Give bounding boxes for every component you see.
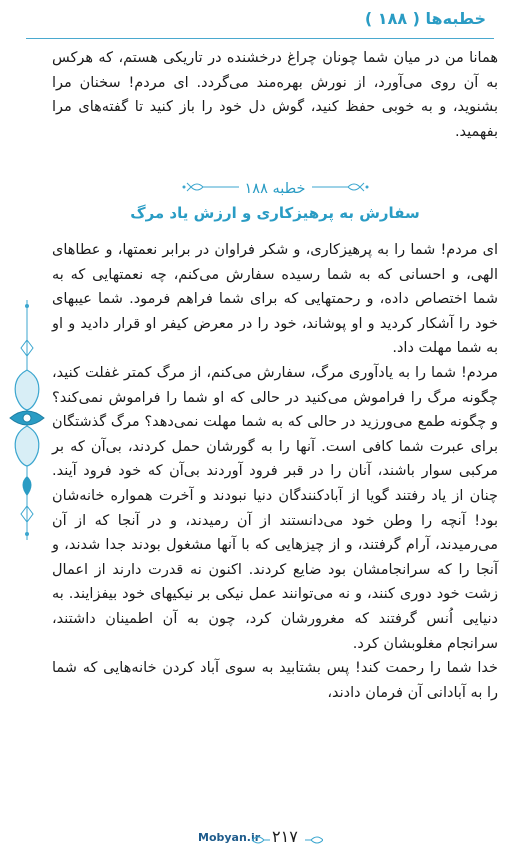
sermon-number-row [52, 178, 498, 200]
heading-ornament-left-icon [181, 180, 239, 198]
header-divider [26, 38, 494, 39]
footer-ornament-right-icon [305, 831, 323, 850]
page-footer [0, 815, 520, 855]
sermon-body [52, 238, 498, 705]
sermon-number: خطبه ۱۸۸ [244, 181, 306, 197]
side-ornament-icon [4, 300, 50, 540]
heading-ornament-right-icon [312, 180, 370, 198]
body-paragraph: ای مردم! شما را به پرهیزکاری، و شکر فراوان در برابر نعمتها، و عطاهای الهی، و احسانی که به شما رسیده سفارش می‌کنم، چه نعمتهایی که به شما اختصاص داده، و رحمتهایی که برای شما فراهم فرمود. شما عیبهای خود را آشکار کردید و او پوشاند، خود را در معرض کیفر او قرار دادید و او به شما مهلت داد. [52, 242, 498, 357]
footer-brand: Mobyan.ir [198, 831, 261, 844]
intro-paragraph: همانا من در میان شما چونان چراغ درخشنده در تاریکی هستم، که هرکس به آن روی می‌آورد، از نورش بهره‌مند می‌گردد. ای مردم! سخنان مرا بشنوید، و به خوبی حفظ کنید، گوش دل خود را باز کنید تا گفته‌های مرا بفهمید. [52, 50, 498, 140]
page-number: ۲۱۷ [272, 827, 298, 846]
intro-paragraph-block [52, 46, 498, 144]
footer-ornament-left-icon [252, 831, 270, 850]
body-paragraph: مردم! شما را به یادآوری مرگ، سفارش می‌کنم، از مرگ کمتر غفلت کنید، چگونه مرگ را فراموش می‌کنید در حالی که او شما را فراموش نمی‌کند؟ و چگونه طمع می‌ورزید در حالی که به شما مهلت نمی‌دهد؟ مرگ گذشتگان برای عبرت شما کافی است. آنها را به گورشان حمل کردند، بی‌آن که بر مرکبی سوار باشند، آنان را در قبر فرود آوردند بی‌آن که خود فرود آیند. چنان از یاد رفتند گویا از آبادکنندگان دنیا نبودند و آخرت همواره خانه‌شان بود! آنچه را وطن خود می‌دانستند از آن رمیدند، و در آنجا که از آن می‌رمیدند، آرام گرفتند، و از چیزهایی که با آنها مشغول بودند جدا شدند، و آنجا را که سرانجامشان بود ضایع کردند. اکنون نه قدرت دارند از اعمال زشت خود دوری کنند، و نه می‌توانند عمل نیکی بر نیکیهای خود بیفزایند. به دنیایی اُنس گرفتند که مغرورشان کرد، چون به آن اطمینان داشتند، سرانجام مغلوبشان کرد. [52, 364, 498, 652]
body-paragraph: خدا شما را رحمت کند! پس بشتابید به سوی آباد کردن خانه‌هایی که شما را به آبادانی آن فرمان دادند، [52, 660, 498, 701]
sermon-subtitle: سفارش به پرهیزکاری و ارزش یاد مرگ [130, 204, 420, 222]
sermon-heading [52, 178, 498, 226]
page-header [0, 0, 520, 42]
running-header-title: خطبه‌ها ( ۱۸۸ ) [364, 9, 486, 28]
